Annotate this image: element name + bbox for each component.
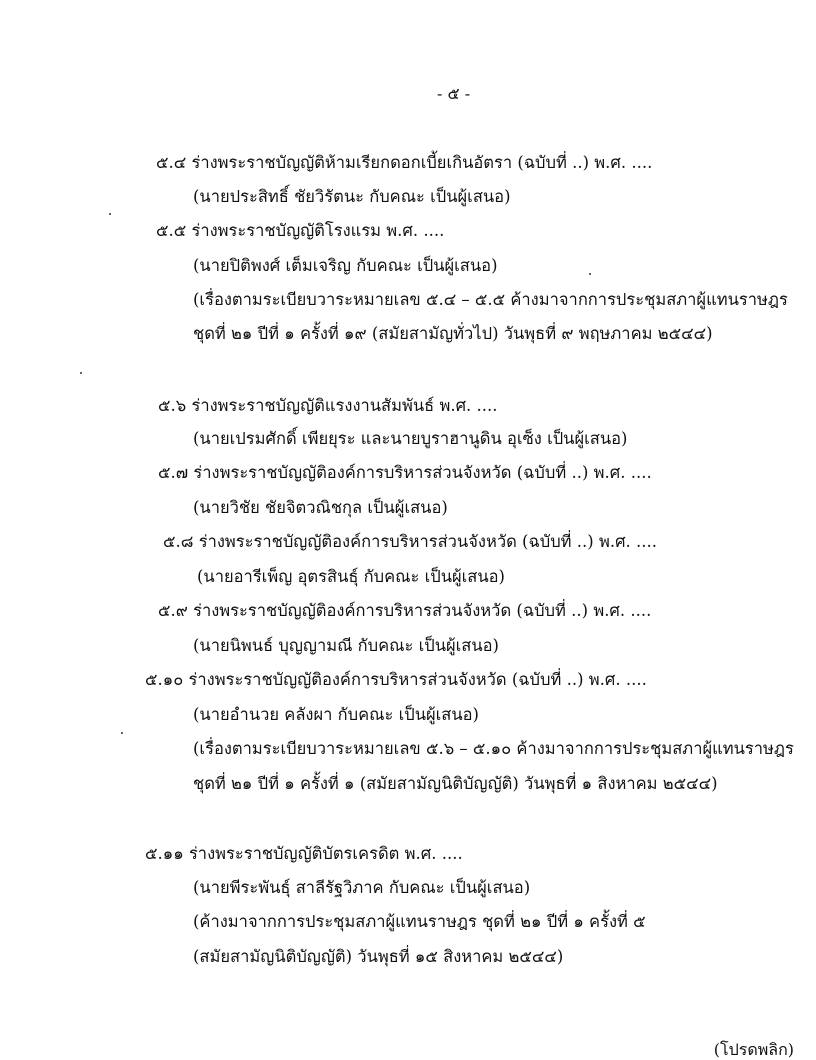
item-number: ๕.๕	[156, 221, 187, 240]
item-number: ๕.๑๑	[145, 844, 184, 863]
agenda-item-5-8	[163, 531, 657, 553]
item-title: ร่างพระราชบัญญัติบัตรเครดิต พ.ศ. ....	[188, 844, 463, 863]
item-number: ๕.๖	[158, 396, 187, 415]
item-title: ร่างพระราชบัญญัติห้ามเรียกดอกเบี้ยเกินอัตรา (ฉบับที่ ..) พ.ศ. ....	[191, 153, 653, 172]
page-turn-note: (โปรดพลิก)	[713, 1040, 794, 1059]
item-proposer: (นายอารีเพ็ญ อุตรสินธุ์ กับคณะ เป็นผู้เสนอ)	[197, 567, 505, 586]
item-title: ร่างพระราชบัญญัติแรงงานสัมพันธ์ พ.ศ. ....	[191, 396, 498, 415]
agenda-item-5-10	[145, 669, 647, 691]
item-title: ร่างพระราชบัญญัติองค์การบริหารส่วนจังหวัด (ฉบับที่ ..) พ.ศ. ....	[198, 532, 658, 551]
agenda-item-5-4	[156, 152, 652, 174]
page-number: - ๕ -	[437, 84, 471, 103]
agenda-note: ชุดที่ ๒๑ ปีที่ ๑ ครั้งที่ ๑ (สมัยสามัญนิติบัญญัติ) วันพุธที่ ๑ สิงหาคม ๒๕๔๔)	[193, 774, 718, 793]
item-proposer: (นายปิติพงศ์ เต็มเจริญ กับคณะ เป็นผู้เสนอ)	[193, 256, 498, 275]
item-proposer: (นายเปรมศักดิ์ เพียยุระ และนายบูราฮานูดิน อุเซ็ง เป็นผู้เสนอ)	[193, 429, 628, 448]
agenda-note: ชุดที่ ๒๑ ปีที่ ๑ ครั้งที่ ๑๙ (สมัยสามัญทั่วไป) วันพุธที่ ๙ พฤษภาคม ๒๕๔๔)	[193, 324, 713, 343]
scan-speck	[589, 273, 591, 275]
scan-speck	[109, 213, 111, 215]
agenda-item-5-9	[158, 600, 651, 622]
agenda-item-5-7	[158, 462, 652, 484]
item-proposer: (นายพีระพันธุ์ สาลีรัฐวิภาค กับคณะ เป็นผู้เสนอ)	[193, 878, 531, 897]
agenda-item-5-6	[158, 395, 498, 417]
item-number: ๕.๗	[158, 463, 189, 482]
item-proposer: (นายนิพนธ์ บุญญามณี กับคณะ เป็นผู้เสนอ)	[193, 636, 499, 655]
item-title: ร่างพระราชบัญญัติองค์การบริหารส่วนจังหวัด (ฉบับที่ ..) พ.ศ. ....	[193, 601, 652, 620]
agenda-item-5-5	[156, 220, 444, 242]
item-number: ๕.๔	[156, 153, 187, 172]
item-proposer: (นายวิชัย ชัยจิตวณิชกุล เป็นผู้เสนอ)	[193, 498, 448, 517]
scan-speck	[121, 732, 123, 734]
agenda-note: (เรื่องตามระเบียบวาระหมายเลข ๕.๔ – ๕.๕ ค้างมาจากการประชุมสภาผู้แทนราษฎร	[193, 290, 788, 309]
agenda-item-5-11	[145, 843, 463, 865]
agenda-note: (ค้างมาจากการประชุมสภาผู้แทนราษฎร ชุดที่ ๒๑ ปีที่ ๑ ครั้งที่ ๕	[193, 912, 646, 931]
item-number: ๕.๙	[158, 601, 188, 620]
item-number: ๕.๘	[163, 532, 194, 551]
item-number: ๕.๑๐	[145, 670, 184, 689]
scan-speck	[80, 372, 82, 374]
agenda-note: (เรื่องตามระเบียบวาระหมายเลข ๕.๖ – ๕.๑๐ ค้างมาจากการประชุมสภาผู้แทนราษฎร	[193, 739, 794, 758]
agenda-note: (สมัยสามัญนิติบัญญัติ) วันพุธที่ ๑๕ สิงหาคม ๒๕๔๔)	[193, 947, 564, 966]
item-title: ร่างพระราชบัญญัติองค์การบริหารส่วนจังหวัด (ฉบับที่ ..) พ.ศ. ....	[188, 670, 647, 689]
item-proposer: (นายอำนวย คลังผา กับคณะ เป็นผู้เสนอ)	[193, 705, 479, 724]
item-title: ร่างพระราชบัญญัติโรงแรม พ.ศ. ....	[191, 221, 445, 240]
item-proposer: (นายประสิทธิ์ ชัยวิรัตนะ กับคณะ เป็นผู้เสนอ)	[193, 187, 511, 206]
item-title: ร่างพระราชบัญญัติองค์การบริหารส่วนจังหวัด (ฉบับที่ ..) พ.ศ. ....	[193, 463, 652, 482]
